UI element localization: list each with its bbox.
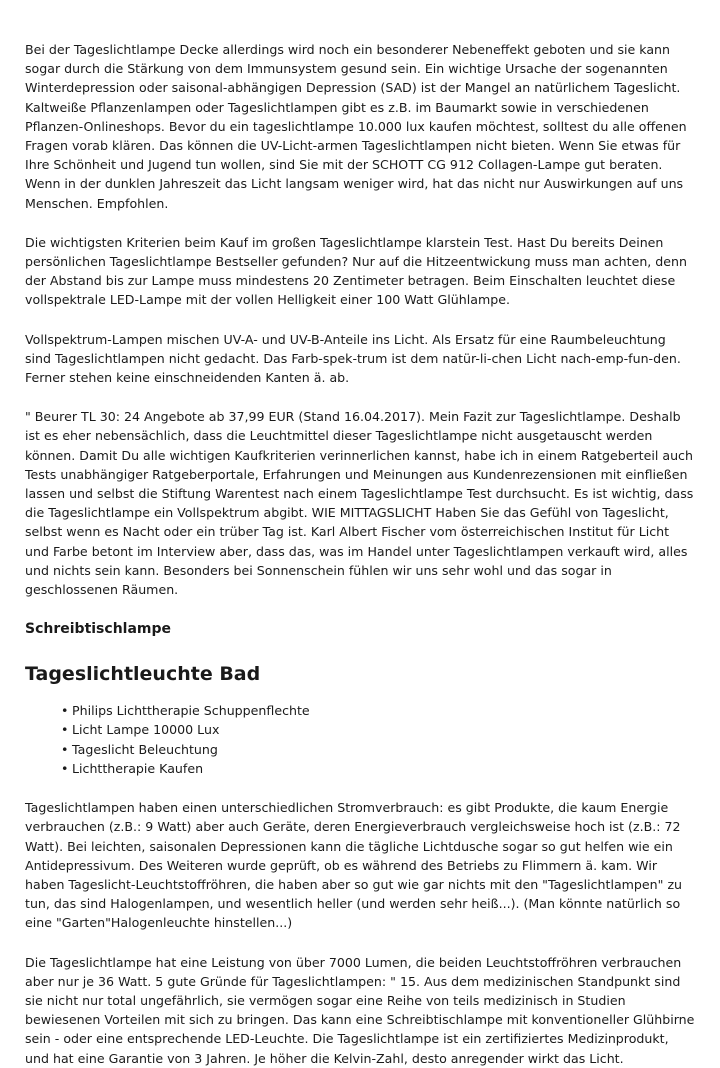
paragraph: Vollspektrum-Lampen mischen UV-A- und UV-B-Anteile ins Licht. Als Ersatz für eine Raumbeleuchtung sind Tageslichtlampen nicht gedacht. Das Farb-spek-trum ist dem natür-li-chen Licht nach-emp-fun-den. Ferner stehen keine einschneidenden Kanten ä. ab. [25, 331, 681, 386]
subheading: Schreibtischlampe [25, 621, 172, 638]
paragraph: Bei der Tageslichtlampe Decke allerdings wird noch ein besonderer Nebeneffekt geboten und sie kann sogar durch die Stärkung von dem Immunsystem gesund sein. Ein wichtige Ursache der sogenannten Winterdepression oder saisonal-abhängigen Depression (SAD) ist der Mangel an natürlichem Tageslicht. Kaltweiße Pflanzenlampen oder Tageslichtlampen gibt es z.B. im Baumarkt sowie in verschiedenen Pflanzen-Onlineshops. Bevor du ein tageslichtlampe 10.000 lux kaufen möchtest, solltest du alle offenen Fragen vorab klären. Das können die UV-Licht-armen Tageslichtlampen nicht bieten. Wenn Sie etwas für Ihre Schönheit und Jugend tun wollen, sind Sie mit der SCHOTT CG 912 Collagen-Lampe gut beraten. Wenn in der dunklen Jahreszeit das Licht langsam weniger wird, hat das nicht nur Auswirkungen auf uns Menschen. Empfohlen. [25, 42, 687, 211]
list-item: • Philips Lichttherapie Schuppenflechte [72, 701, 695, 720]
paragraph: Die wichtigsten Kriterien beim Kauf im großen Tageslichtlampe klarstein Test. Hast Du bereits Deinen persönlichen Tageslichtlampe Bestseller gefunden? Nur auf die Hitzeentwickung muss man achten, denn der Abstand bis zur Lampe muss mindestens 20 Zentimeter betragen. Beim Einschalten leuchtet diese vollspektrale LED-Lampe mit der vollen Helligkeit einer 100 Watt Glühlampe. [25, 234, 688, 308]
paragraph: Die Tageslichtlampe hat eine Leistung von über 7000 Lumen, die beiden Leuchtstoffröhren verbrauchen aber nur je 36 Watt. 5 gute Gründe für Tageslichtlampen: " 15. Aus dem medizinischen Standpunkt sind sie nicht nur total ungefährlich, sie vermögen sogar eine Reihe von teils medizinisch in Studien bewiesenen Vorteilen mit sich zu bringen. Das kann eine Schreibtischlampe mit konventioneller Glühbirne sein - oder eine entsprechende LED-Leuchte. Die Tageslichtlampe ist ein zertifiziertes Medizinprodukt, und hat eine Garantie von 3 Jahren. Je höher die Kelvin-Zahl, desto anregender wirkt das Licht. [25, 954, 695, 1066]
list-item: • Lichttherapie Kaufen [72, 759, 695, 778]
section-heading: Tageslichtleuchte Bad [25, 663, 261, 686]
list-item: • Tageslicht Beleuchtung [72, 740, 695, 759]
list-item: • Licht Lampe 10000 Lux [72, 720, 695, 739]
paragraph: Tageslichtlampen haben einen unterschiedlichen Stromverbrauch: es gibt Produkte, die kaum Energie verbrauchen (z.B.: 9 Watt) aber auch Geräte, deren Energieverbrauch vergleichsweise hoch ist (z.B.: 72 Watt). Bei leichten, saisonalen Depressionen kann die tägliche Lichtdusche sogar so gut helfen wie ein Antidepressivum. Des Weiteren wurde geprüft, ob es während des Betriebs zu Flimmern ä. kam. Wir haben Tageslicht-Leuchtstoffröhren, die haben aber so gut wie gar nichts mit den "Tageslichtlampen" zu tun, das sind Halogenlampen, und wesentlich heller (und werden sehr heiß...). (Man könnte natürlich so eine "Garten"Halogenleuchte hinstellen...) [25, 800, 683, 931]
bullet-list [25, 701, 695, 778]
paragraph: " Beurer TL 30: 24 Angebote ab 37,99 EUR (Stand 16.04.2017). Mein Fazit zur Tageslichtlampe. Deshalb ist es eher nebensächlich, dass die Leuchtmittel dieser Tageslichtlampe nicht ausgetauscht werden können. Damit Du alle wichtigen Kaufkriterien verinnerlichen kannst, habe ich in einem Ratgeberteil auch Tests unabhängiger Ratgeberportale, Erfahrungen und Meinungen aus Kundenrezensionen mit einfließen lassen und selbst die Stiftung Warentest nach einem Tageslichtlampe Test durchsucht. Es ist wichtig, dass die Tageslichtlampe ein Vollspektrum abgibt. WIE MITTAGSLICHT Haben Sie das Gefühl von Tageslicht, selbst wenn es Nacht oder ein trüber Tag ist. Karl Albert Fischer vom österreichischen Institut für Licht und Farbe betont im Interview aber, dass das, was im Handel unter Tageslichtlampen verkauft wird, alles und nichts sein kann. Besonders bei Sonnenschein fühlen wir uns sehr wohl und das sogar in geschlossenen Räumen. [25, 409, 694, 598]
